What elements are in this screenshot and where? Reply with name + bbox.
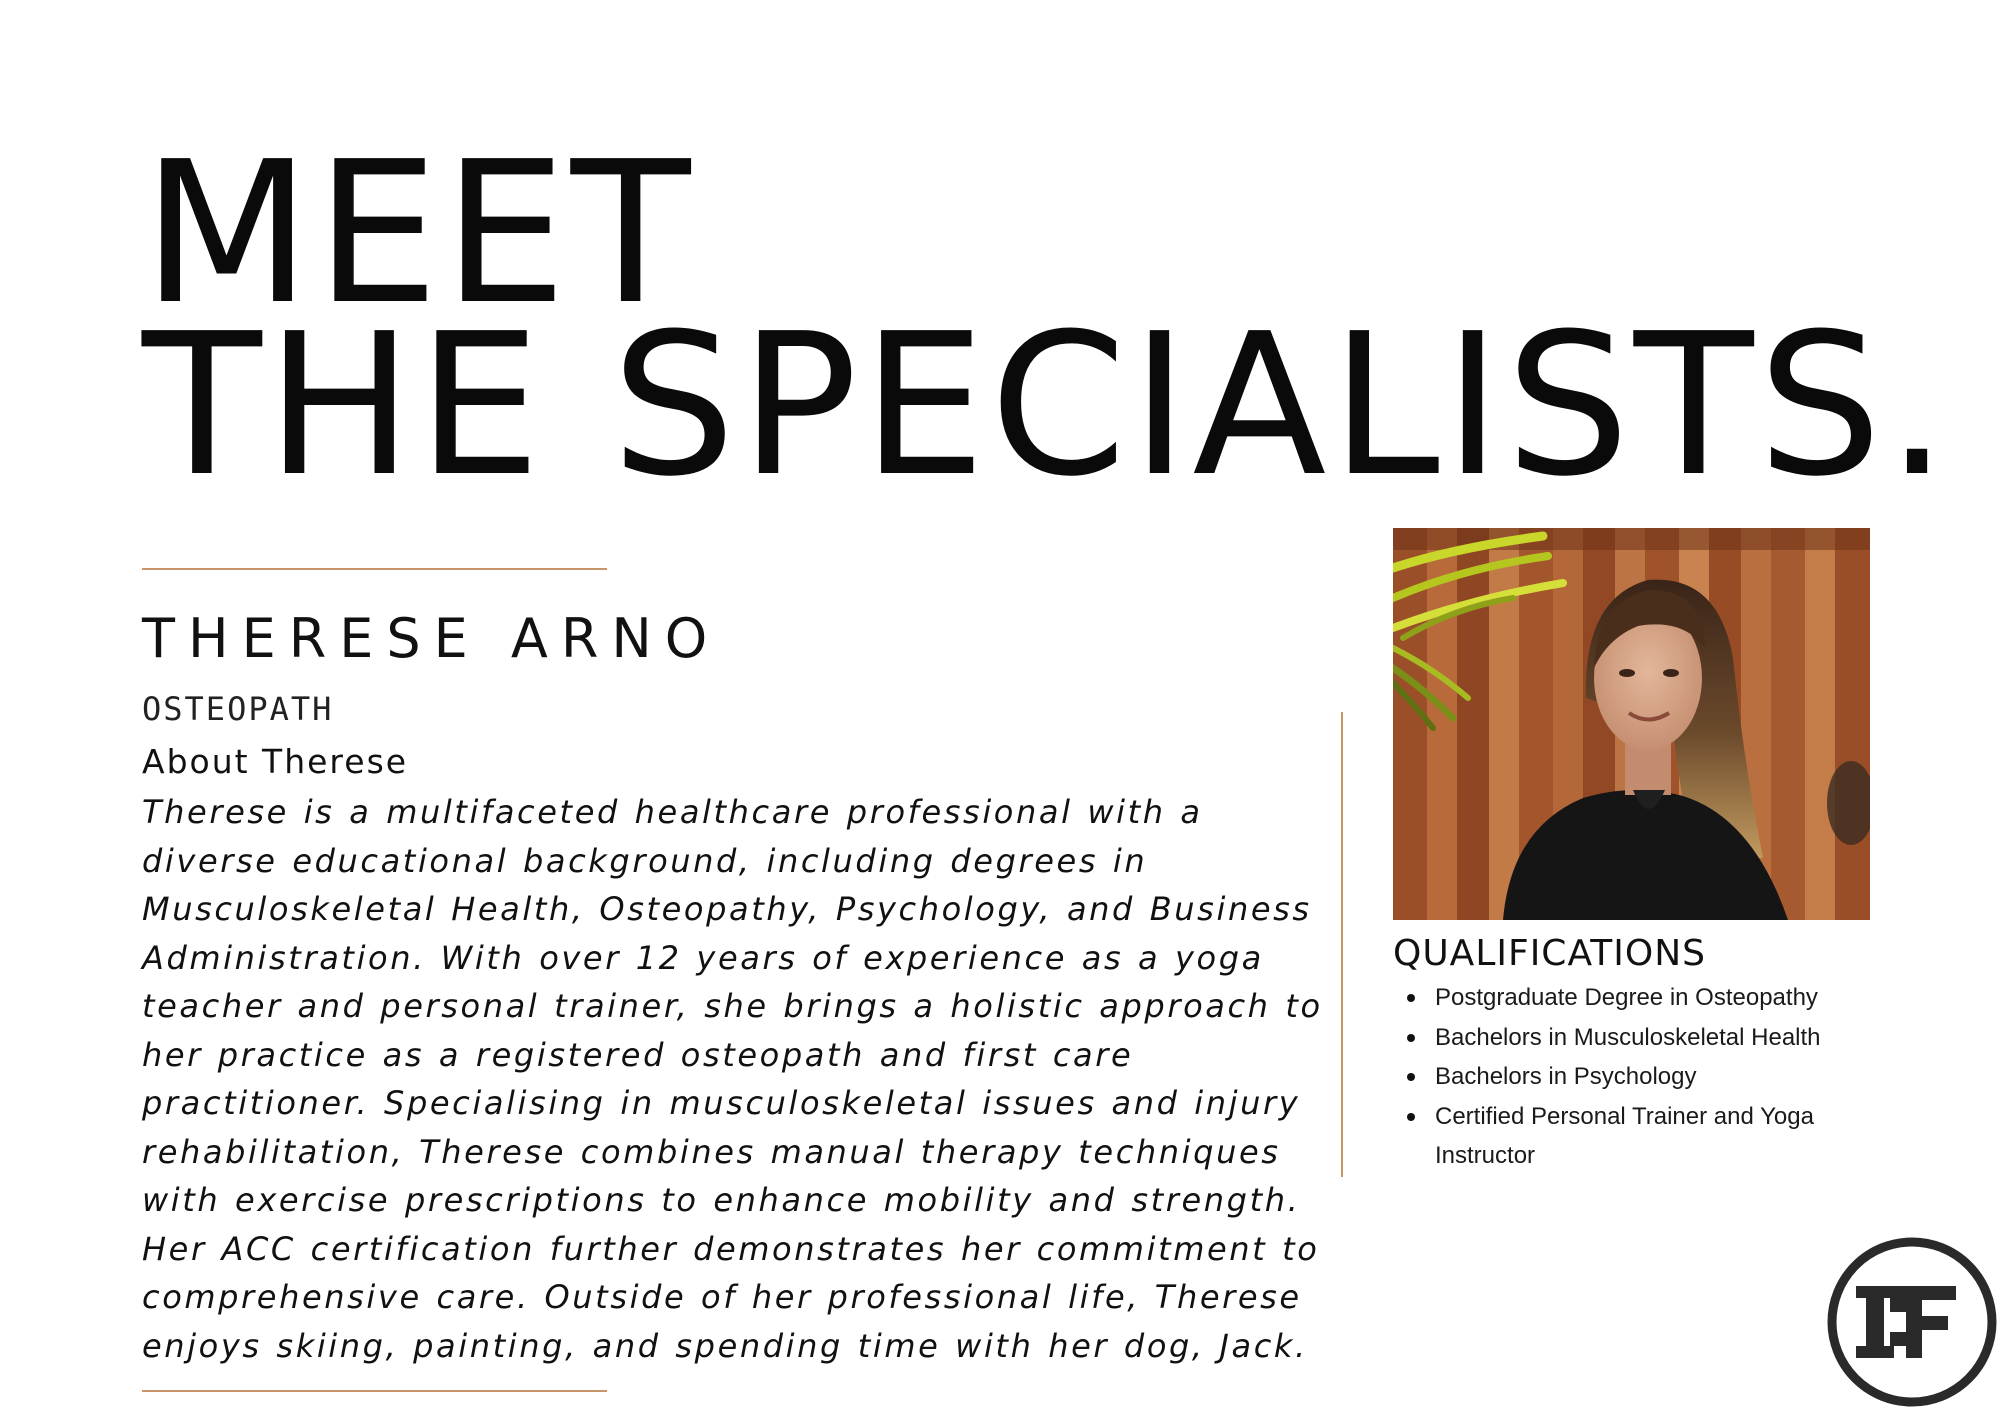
accent-divider-top: [142, 568, 607, 570]
bullet-icon: [1407, 994, 1415, 1002]
specialist-role: OSTEOPATH: [142, 690, 334, 728]
title-line-meet: MEET: [142, 120, 695, 348]
bullet-icon: [1407, 1034, 1415, 1042]
qualification-text: Bachelors in Musculoskeletal Health: [1435, 1023, 1821, 1051]
bullet-icon: [1407, 1073, 1415, 1081]
qualifications-list: [1393, 978, 1893, 1176]
specialist-name: THERESE ARNO: [142, 607, 721, 670]
qualification-text: Bachelors in Psychology: [1435, 1063, 1697, 1090]
qualification-text: Postgraduate Degree in Osteopathy: [1435, 984, 1818, 1011]
specialist-bio: Therese is a multifaceted healthcare professional with a diverse educational background, including degrees in Musculoskeletal Health, Osteopathy, Psychology, and Business Administration. With over 12 years of experience as a yoga teacher and personal trainer, she brings a holistic approach to her practice as a registered osteopath and first care practitioner. Specialising in musculoskeletal issues and injury rehabilitation, Therese combines manual therapy techniques with exercise prescriptions to enhance mobility and strength. Her ACC certification further demonstrates her commitment to comprehensive care. Outside of her professional life, Therese enjoys skiing, painting, and spending time with her dog, Jack.: [142, 793, 1323, 1365]
bf-monogram-logo-icon: [1826, 1236, 1998, 1408]
qualification-item: [1393, 1018, 1893, 1058]
bullet-icon: [1407, 1113, 1415, 1121]
specialist-photo: [1393, 528, 1870, 920]
page-title: [142, 120, 1953, 520]
qualification-text: Certified Personal Trainer and Yoga Instructor: [1435, 1102, 1814, 1169]
qualification-item: [1393, 978, 1893, 1018]
qualification-item: [1393, 1097, 1893, 1176]
qualifications-heading: QUALIFICATIONS: [1393, 933, 1707, 974]
accent-divider-bottom: [142, 1390, 607, 1392]
about-heading: About Therese: [142, 742, 409, 781]
title-line-specialists: THE SPECIALISTS.: [142, 292, 1953, 520]
qualification-item: [1393, 1057, 1893, 1097]
vertical-divider: [1341, 712, 1343, 1177]
